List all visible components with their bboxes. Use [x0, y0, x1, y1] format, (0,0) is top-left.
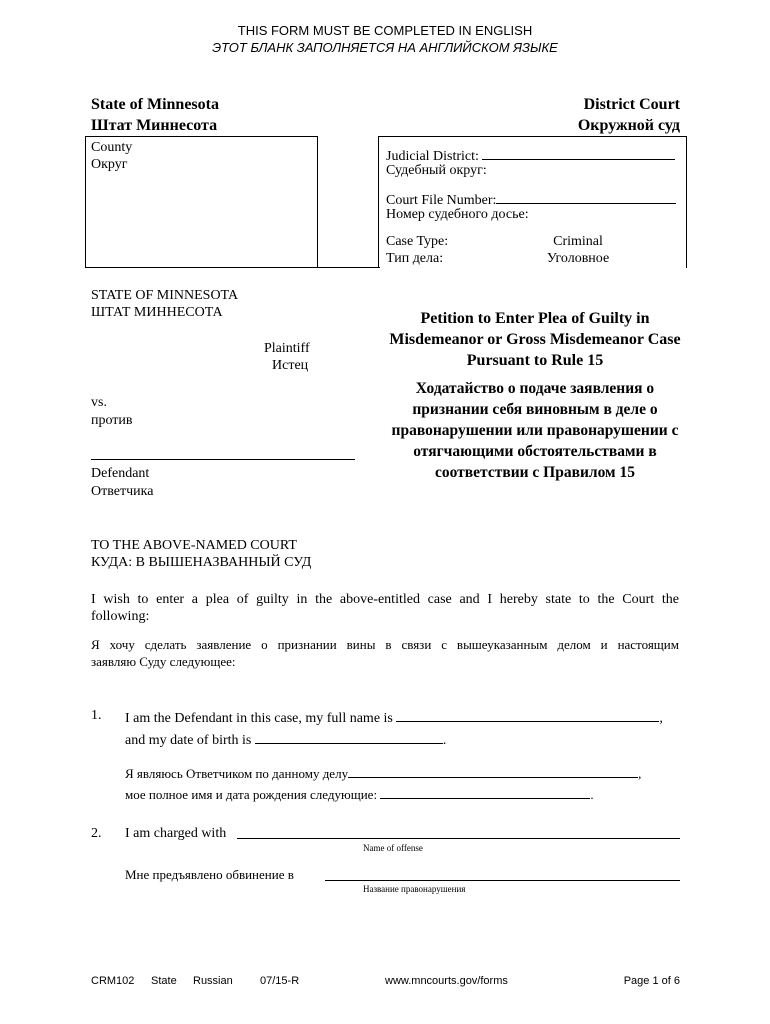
county-box[interactable]	[85, 136, 318, 268]
offense-caption-ru: Название правонарушения	[363, 884, 466, 894]
judicial-district-label-ru: Судебный округ:	[386, 163, 487, 178]
footer-state: State	[151, 975, 177, 987]
judicial-district-label-en: Judicial District:	[386, 145, 675, 166]
defendant-label-en: Defendant	[91, 466, 150, 481]
party-state-ru: ШТАТ МИННЕСОТА	[91, 305, 223, 320]
footer-language: Russian	[193, 975, 233, 987]
vs-label-ru: против	[91, 413, 133, 428]
item1-name-line: I am the Defendant in this case, my full name is ,	[125, 707, 663, 728]
court-heading-ru: Окружной суд	[577, 117, 680, 134]
date-of-birth-field[interactable]	[255, 729, 443, 744]
date-of-birth-ru-field[interactable]	[380, 784, 590, 799]
item1-ru-dob-line: мое полное имя и дата рождения следующие: .	[125, 784, 594, 803]
defendant-label-ru: Ответчика	[91, 484, 154, 499]
file-number-field[interactable]	[496, 189, 676, 204]
item1-ru-name-line: Я являюсь Ответчиком по данному делу ,	[125, 763, 641, 782]
party-state-en: STATE OF MINNESOTA	[91, 288, 239, 303]
intro-ru-line1: Я хочу сделать заявление о признании вины в связи с вышеуказанным делом и настоящим	[91, 637, 679, 652]
petition-title-ru: Ходатайство о подаче заявления о признании себя виновным в деле о правонарушении или правонарушении с отягчающими обстоятельствами в соответствии с Правилом 15	[391, 380, 679, 481]
offense-field[interactable]	[237, 838, 680, 839]
case-type-label-ru: Тип дела:	[386, 251, 444, 266]
address-en: TO THE ABOVE-NAMED COURT	[91, 538, 297, 553]
state-heading-ru: Штат Миннесота	[91, 117, 218, 134]
russian-notice: ЭТОТ БЛАНК ЗАПОЛНЯЕТСЯ НА АНГЛИЙСКОМ ЯЗЫКЕ	[212, 40, 558, 55]
intro-en-line1: I wish to enter a plea of guilty in the above-entitled case and I hereby state to the Court the	[91, 592, 679, 607]
case-type-value-ru: Уголовное	[546, 251, 610, 266]
caption-divider	[85, 267, 380, 268]
county-label-en: County	[91, 140, 133, 155]
county-label-ru: Округ	[91, 157, 128, 172]
item2-charge-label-en: I am charged with	[125, 826, 227, 841]
plaintiff-label-en: Plaintiff	[264, 341, 310, 356]
file-number-label-en: Court File Number:	[386, 189, 676, 210]
item1-number: 1.	[91, 708, 102, 723]
petition-title-en: Petition to Enter Plea of Guilty in Misdemeanor or Gross Misdemeanor Case Pursuant to Rule 15	[389, 310, 681, 369]
state-heading-en: State of Minnesota	[91, 96, 219, 113]
court-heading-en: District Court	[583, 96, 680, 113]
full-name-ru-field[interactable]	[348, 763, 638, 778]
address-ru: КУДА: В ВЫШЕНАЗВАННЫЙ СУД	[91, 555, 312, 570]
plaintiff-label-ru: Истец	[272, 358, 309, 373]
footer-form-id: CRM102	[91, 975, 135, 987]
full-name-field[interactable]	[396, 707, 659, 722]
case-type-value-en: Criminal	[553, 234, 603, 249]
intro-ru-line2: заявляю Суду следующее:	[91, 654, 236, 669]
footer-page-number: Page 1 of 6	[623, 975, 680, 987]
case-type-label-en: Case Type:	[386, 234, 449, 249]
defendant-name-field[interactable]	[91, 459, 355, 460]
english-notice: THIS FORM MUST BE COMPLETED IN ENGLISH	[237, 23, 533, 38]
item2-number: 2.	[91, 826, 102, 841]
footer-url-link[interactable]: www.mncourts.gov/forms	[385, 975, 508, 987]
footer-revision: 07/15-R	[260, 975, 300, 987]
offense-caption-en: Name of offense	[363, 843, 423, 853]
file-number-label-ru: Номер судебного досье:	[386, 207, 529, 222]
judicial-district-field[interactable]	[482, 145, 675, 160]
item2-charge-label-ru: Мне предъявлено обвинение в	[125, 867, 294, 882]
vs-label-en: vs.	[91, 395, 107, 410]
offense-ru-field[interactable]	[325, 880, 680, 881]
item1-dob-line: and my date of birth is .	[125, 729, 446, 750]
intro-en-line2: following:	[91, 609, 150, 624]
